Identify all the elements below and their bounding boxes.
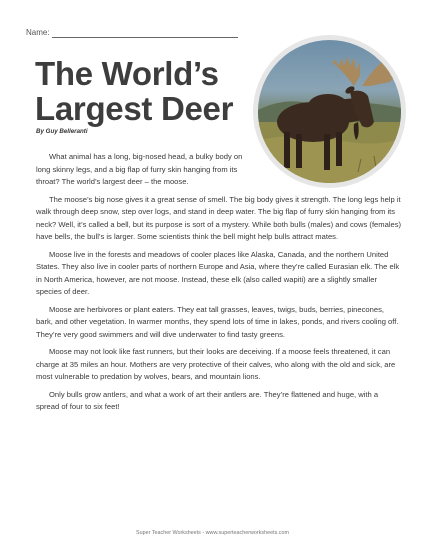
paragraph-4: Moose are herbivores or plant eaters. They eat tall grasses, leaves, twigs, buds, berries, pinecones, bark, and other vegetation. In warmer months, they spend lots of time in lakes, ponds, and rivers cooling off. They’re very good swimmers and will dive underwater to find tasty greens. (36, 304, 399, 339)
paragraph-1: What animal has a long, big-nosed head, a bulky body on long skinny legs, and a big flap of furry skin hanging from its throat? The world’s largest deer – the moose. (36, 152, 243, 186)
name-label: Name: (26, 28, 50, 37)
page-footer: Super Teacher Worksheets - www.superteacherworksheets.com (136, 530, 289, 536)
paragraph-6: Only bulls grow antlers, and what a work of art their antlers are. They’re flattened and huge, with a spread of four to six feet! (36, 389, 379, 411)
title-line-1: The World’s (35, 55, 219, 92)
page-title (35, 56, 255, 126)
name-line[interactable] (52, 37, 238, 38)
paragraph-5: Moose may not look like fast runners, but their looks are deceiving. If a moose feels threatened, it can charge at 35 miles an hour. Mothers are very protective of their calves, who along with the old and sick, are most vulnerable to predation by wolves, bears, and mountain lions. (36, 347, 396, 381)
paragraph-2: The moose’s big nose gives it a great sense of smell. The big body gives it strength. The long legs help it walk through deep snow, step over logs, and stand in deep water. The big flap of furry skin hanging from its neck? Well, it’s called a bell, but its purpose is sort of a mystery. While both bulls (males) and cows (females) have bells, the bull’s is larger. Some scientists think the bell might help bulls attract mates. (36, 194, 402, 241)
article-body (36, 151, 402, 419)
paragraph-3: Moose live in the forests and meadows of cooler places like Alaska, Canada, and the northern United States. They also live in cooler parts of northern Europe and Asia, where they’re called Eurasian elk. The elk in North America, however, are not moose. Instead, these elk (also called wapiti) are a slightly smaller species of deer. (36, 249, 400, 296)
title-line-2: Largest Deer (35, 90, 234, 127)
byline: By Guy Belleranti (36, 128, 88, 135)
